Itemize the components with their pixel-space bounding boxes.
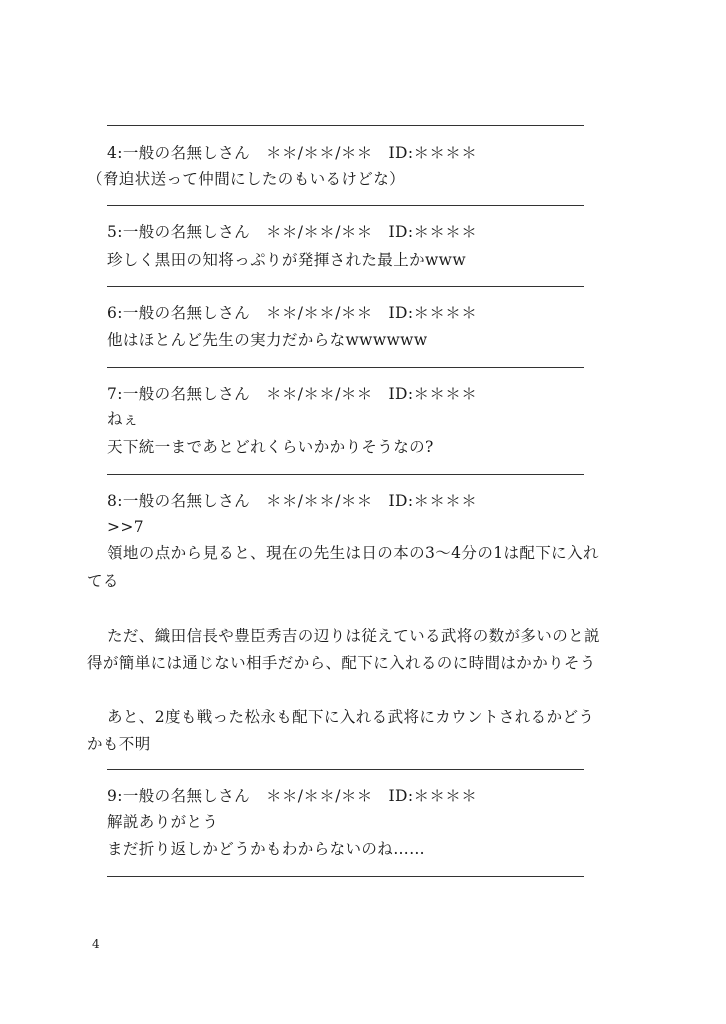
post-line: まだ折り返しかどうかもわからないのね…… <box>107 840 426 858</box>
separator-rule <box>107 125 584 126</box>
post-header: 7:一般の名無しさん ＊＊/＊＊/＊＊ ID:＊＊＊＊ <box>107 385 478 403</box>
post-line: てる <box>87 572 119 590</box>
post-line: >>7 <box>107 518 145 536</box>
post-header: 8:一般の名無しさん ＊＊/＊＊/＊＊ ID:＊＊＊＊ <box>107 492 478 510</box>
post-line: 他はほとんど先生の実力だからなwwwwww <box>107 331 428 349</box>
separator-rule <box>107 474 584 475</box>
post-header: 9:一般の名無しさん ＊＊/＊＊/＊＊ ID:＊＊＊＊ <box>107 787 478 805</box>
post-line: 解説ありがとう <box>107 813 219 831</box>
separator-rule <box>107 769 584 770</box>
separator-rule <box>107 286 584 287</box>
post-line: ねぇ <box>107 410 139 428</box>
post-line: ただ、織田信長や豊臣秀吉の辺りは従えている武将の数が多いのと説 <box>107 627 600 645</box>
separator-rule <box>107 205 584 206</box>
page-number: 4 <box>92 937 100 951</box>
post-line: かも不明 <box>87 735 151 753</box>
post-line: 珍しく黒田の知将っぷりが発揮された最上かwww <box>107 251 467 269</box>
post-line: 得が簡単には通じない相手だから、配下に入れるのに時間はかかりそう <box>87 654 596 672</box>
post-line: （脅迫状送って仲間にしたのもいるけどな） <box>87 170 406 188</box>
post-line: 天下統一まであとどれくらいかかりそうなの? <box>107 438 434 456</box>
post-header: 5:一般の名無しさん ＊＊/＊＊/＊＊ ID:＊＊＊＊ <box>107 223 478 241</box>
post-line: あと、2度も戦った松永も配下に入れる武将にカウントされるかどう <box>107 708 595 726</box>
post-line: 領地の点から見ると、現在の先生は日の本の3〜4分の1は配下に入れ <box>107 544 599 562</box>
post-header: 4:一般の名無しさん ＊＊/＊＊/＊＊ ID:＊＊＊＊ <box>107 144 478 162</box>
separator-rule <box>107 367 584 368</box>
post-header: 6:一般の名無しさん ＊＊/＊＊/＊＊ ID:＊＊＊＊ <box>107 304 478 322</box>
separator-rule <box>107 876 584 877</box>
